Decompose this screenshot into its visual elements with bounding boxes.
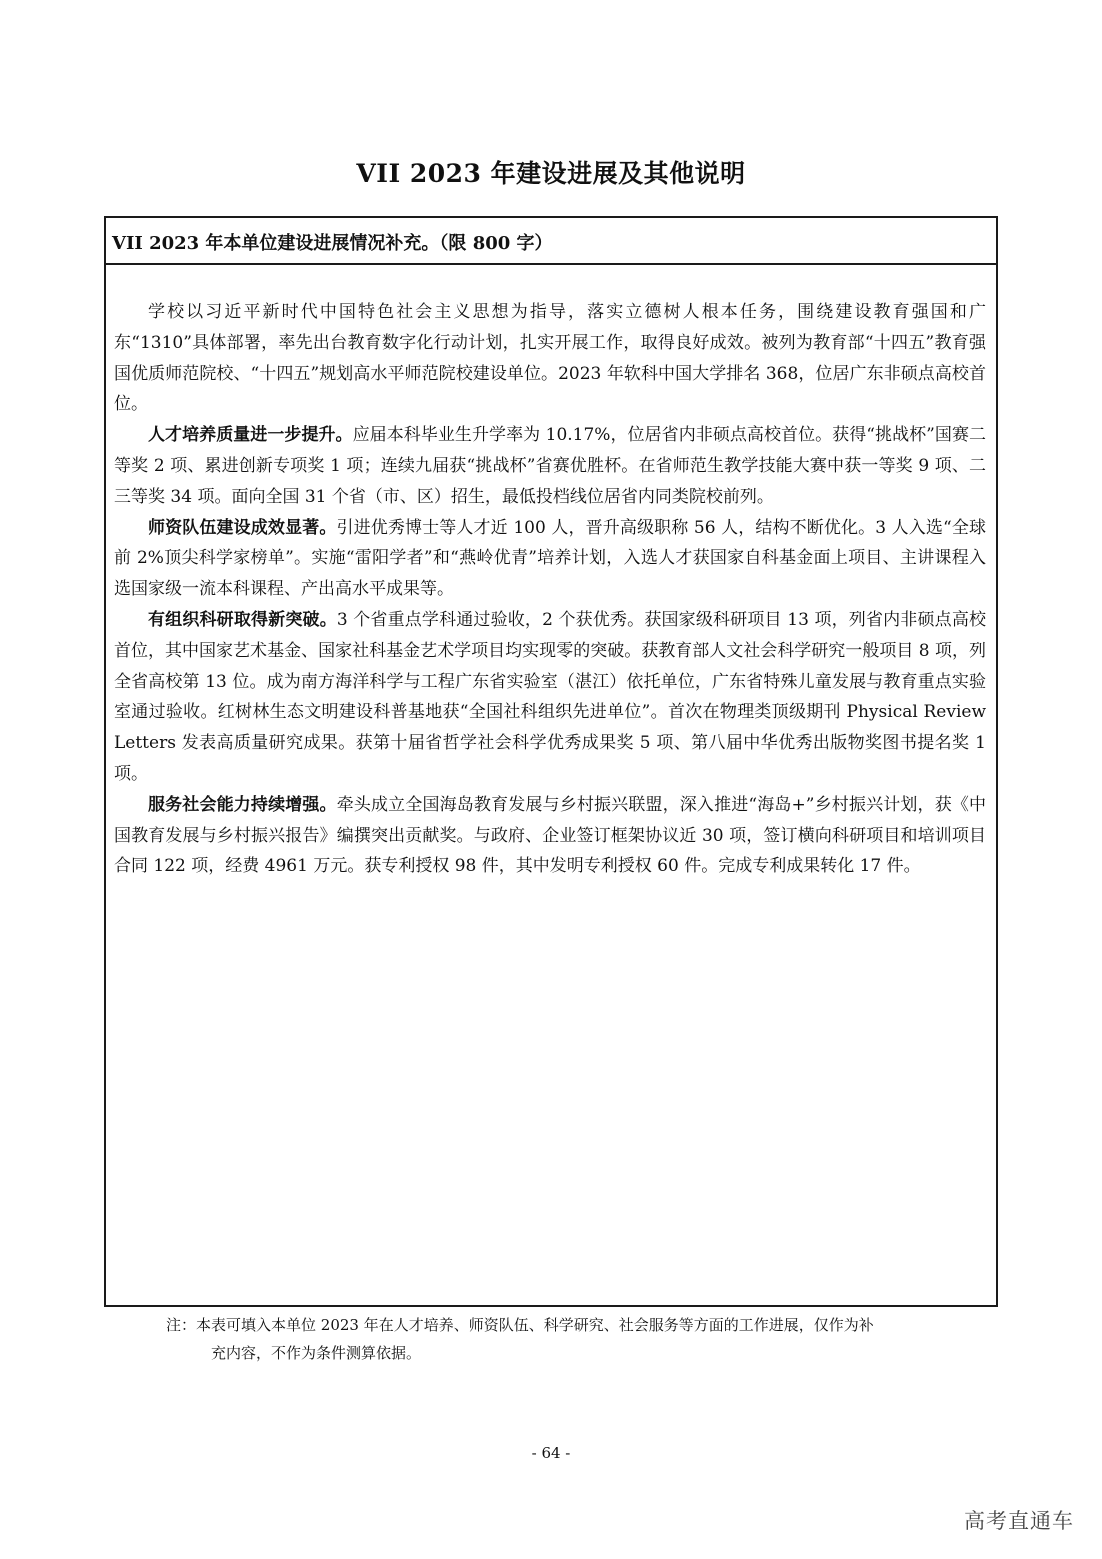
paragraph-research [114, 605, 986, 790]
paragraph-text: 引进优秀博士等人才近 100 人，晋升高级职称 56 人，结构不断优化。3 人入选“全球前 2%顶尖科学家榜单”。实施“雷阳学者”和“燕岭优青”培养计划，入选人才获国家自科基金面上项目、主讲课程入选国家级一流本科课程、产出高水平成果等。 [114, 517, 986, 600]
paragraph-lead: 服务社会能力持续增强。 [148, 794, 337, 815]
paragraph-text: 牵头成立全国海岛教育发展与乡村振兴联盟，深入推进“海岛+”乡村振兴计划，获《中国教育发展与乡村振兴报告》编撰突出贡献奖。与政府、企业签订框架协议近 30 项，签订横向科研项目和培训项目合同 122 项，经费 4961 万元。获专利授权 98 件，其中发明专利授权 60 件。完成专利成果转化 17 件。 [114, 794, 987, 877]
paragraph-intro [114, 297, 986, 420]
footnote [166, 1311, 946, 1367]
paragraph-talent-cultivation [114, 420, 986, 512]
paragraph-social-service [114, 790, 986, 882]
progress-form-box [104, 216, 998, 1307]
paragraph-lead: 人才培养质量进一步提升。 [148, 425, 353, 446]
footnote-line-1: 注：本表可填入本单位 2023 年在人才培养、师资队伍、科学研究、社会服务等方面的工作进展，仅作为补 [166, 1316, 874, 1334]
paragraph-text: 应届本科毕业生升学率为 10.17%，位居省内非硕点高校首位。获得“挑战杯”国赛二等奖 2 项、累进创新专项奖 1 项；连续九届获“挑战杯”省赛优胜杯。在省师范生教学技能大赛中获一等奖 9 项、二三等奖 34 项。面向全国 31 个省（市、区）招生，最低投档线位居省内同类院校前列。 [114, 425, 987, 507]
paragraph-lead: 师资队伍建设成效显著。 [148, 517, 337, 538]
form-header: VII 2023 年本单位建设进展情况补充。（限 800 字） [106, 218, 996, 265]
paragraph-text: 3 个省重点学科通过验收，2 个获优秀。获国家级科研项目 13 项，列省内非硕点高校首位，其中国家艺术基金、国家社科基金艺术学项目均实现零的突破。获教育部人文社会科学研究一般项目 8 项，列全省高校第 13 位。成为南方海洋科学与工程广东省实验室（湛江）依托单位，广东省特殊儿童发展与教育重点实验室通过验收。红树林生态文明建设科普基地获“全国社科组织先进单位”。首次在物理类顶级期刊 Physical Review Letters 发表高质量研究成果。获第十届省哲学社会科学优秀成果奖 5 项、第八届中华优秀出版物奖图书提名奖 1 项。 [114, 609, 986, 784]
paragraph-faculty [114, 513, 986, 605]
page-number: - 64 - [531, 1444, 571, 1462]
page-title: VII 2023 年建设进展及其他说明 [356, 159, 746, 188]
form-body [106, 265, 996, 882]
footnote-line-2: 充内容，不作为条件测算依据。 [211, 1344, 422, 1362]
watermark: 高考直通车 [964, 1509, 1074, 1533]
paragraph-lead: 有组织科研取得新突破。 [148, 609, 337, 630]
paragraph-text: 学校以习近平新时代中国特色社会主义思想为指导，落实立德树人根本任务，围绕建设教育强国和广东“1310”具体部署，率先出台教育数字化行动计划，扎实开展工作，取得良好成效。被列为教育部“十四五”教育强国优质师范院校、“十四五”规划高水平师范院校建设单位。2023 年软科中国大学排名 368，位居广东非硕点高校首位。 [114, 302, 986, 415]
